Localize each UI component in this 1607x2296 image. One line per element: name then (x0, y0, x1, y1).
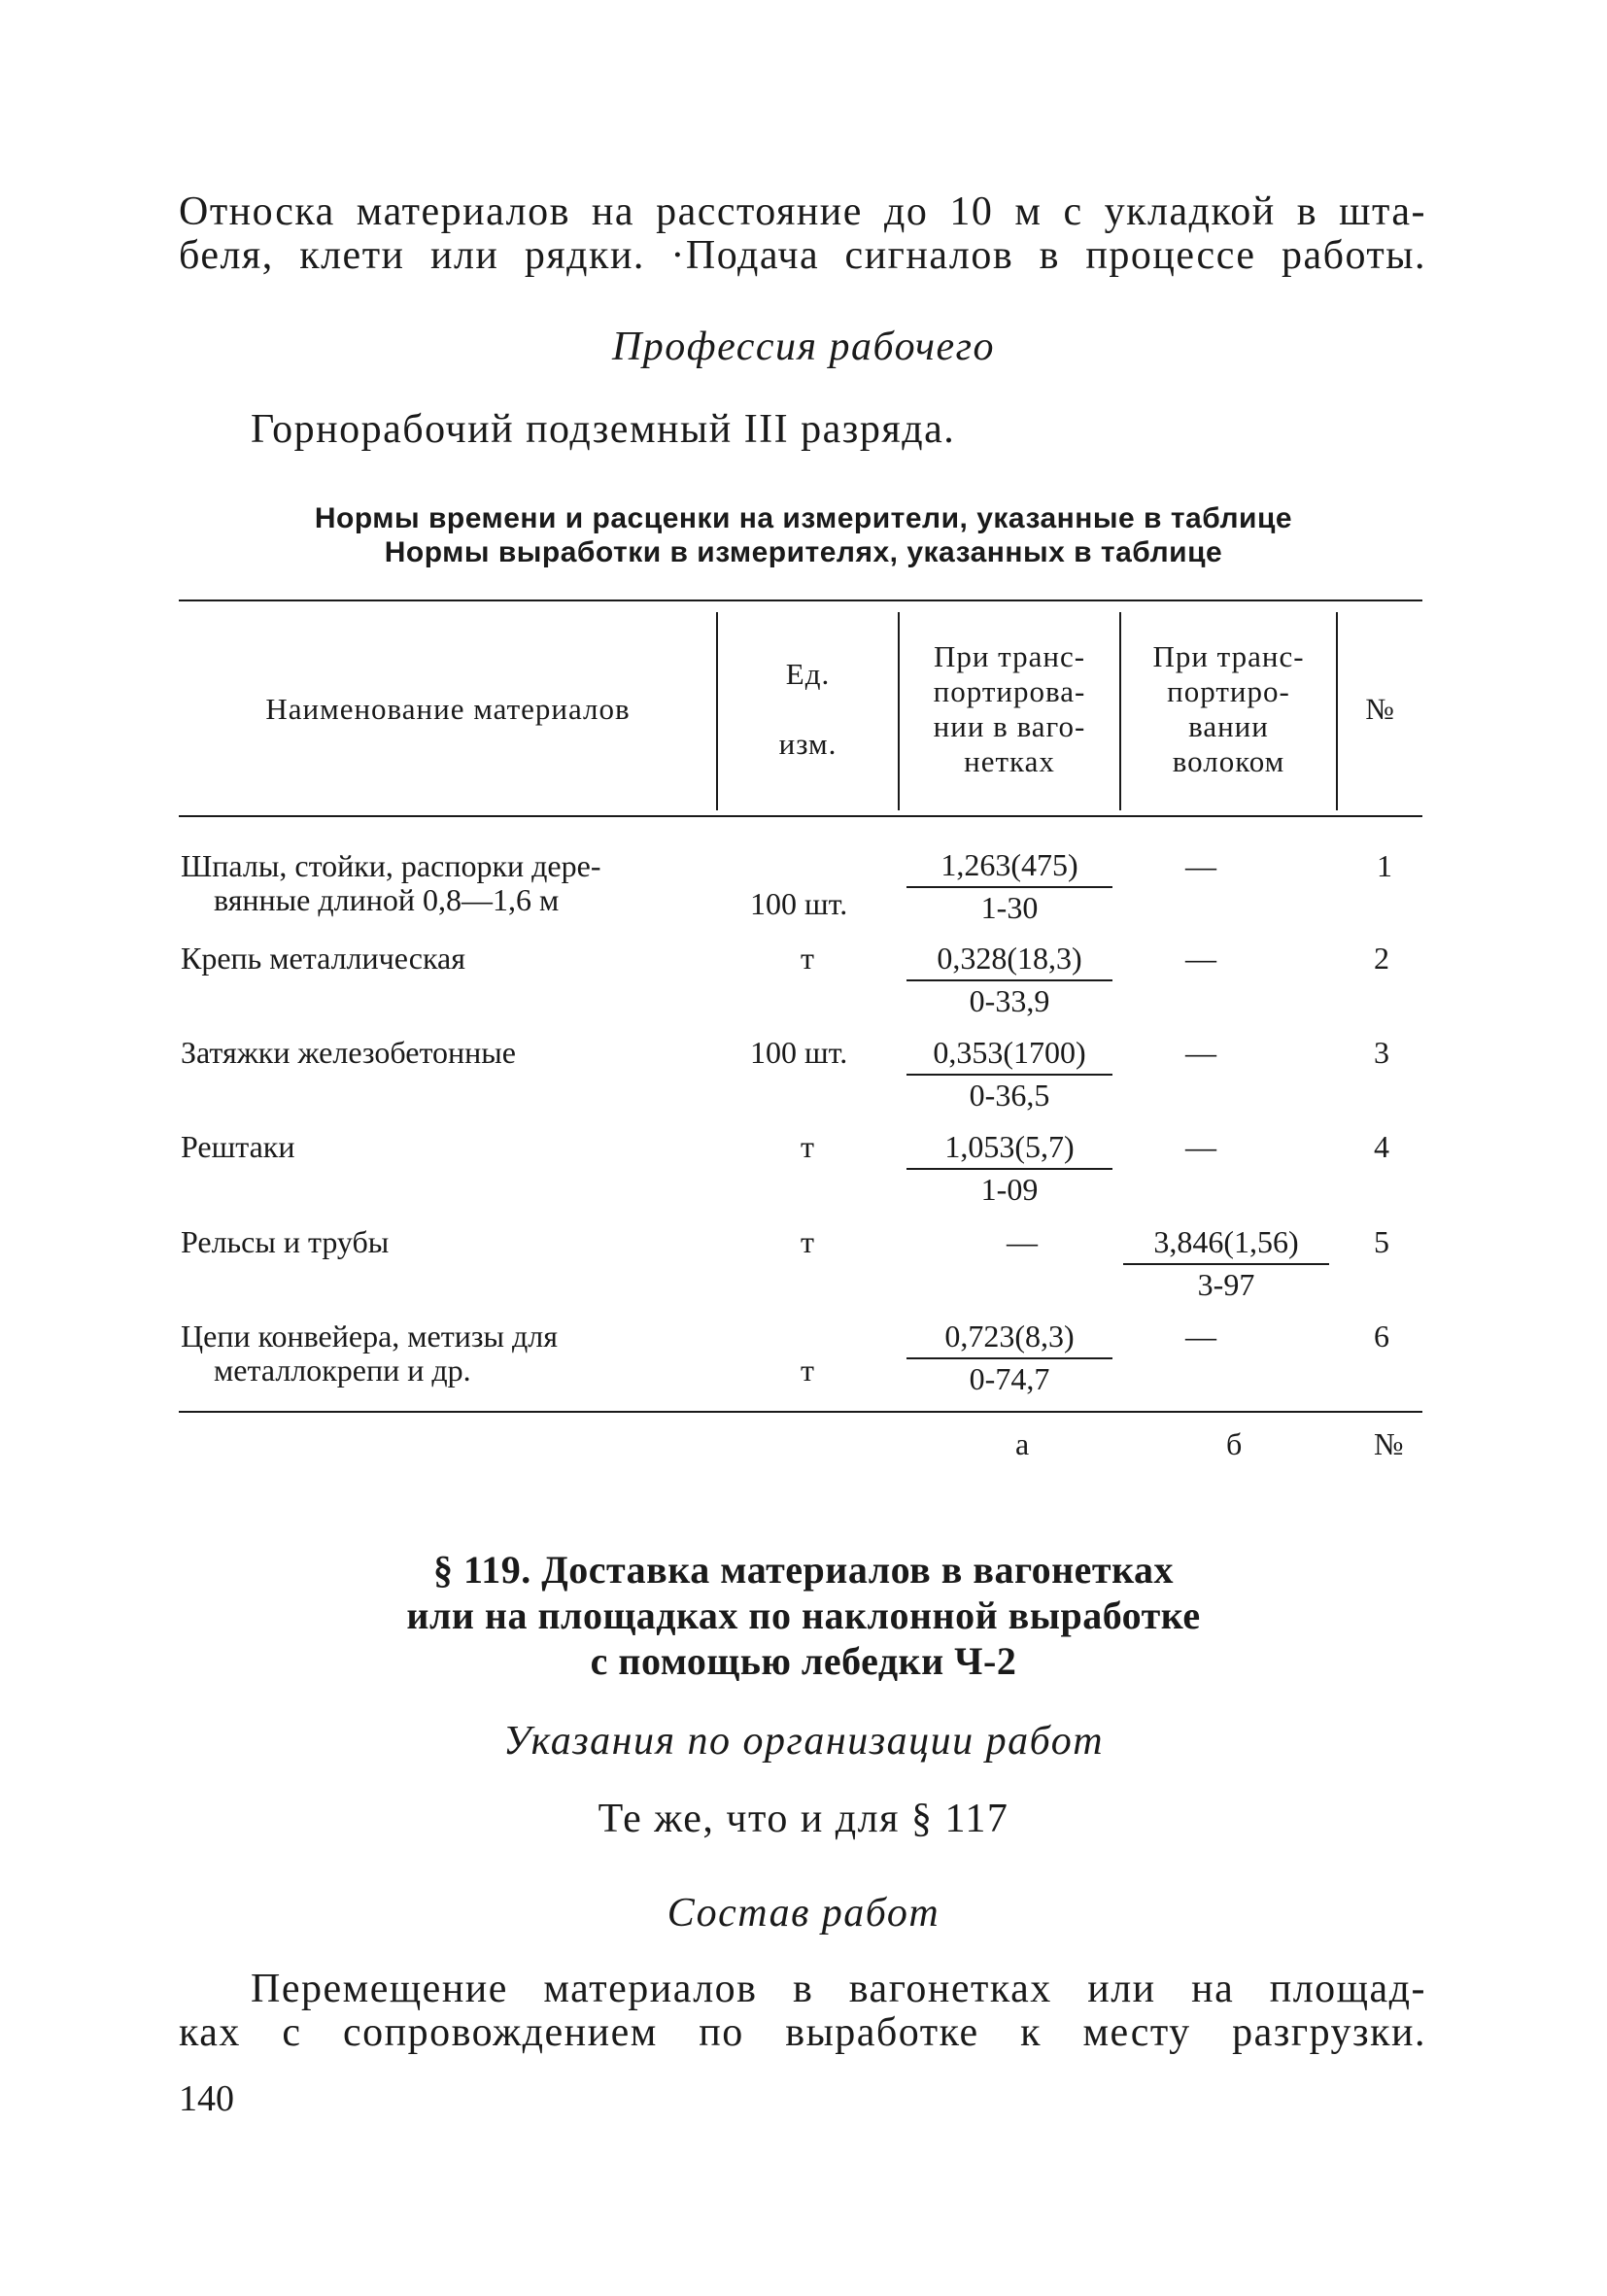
row-3-col-a (906, 1035, 1112, 1113)
row-1-col-a (906, 847, 1112, 925)
header-wagons-line: портирова- (933, 674, 1086, 708)
row-4-col-b: — (1185, 1129, 1216, 1164)
row-3-name: Затяжки железобетонные (181, 1035, 516, 1070)
row-3-col-b: — (1185, 1035, 1216, 1070)
page-number: 140 (179, 2078, 234, 2119)
row-6-name: Цепи конвейера, метизы для (181, 1319, 558, 1354)
footer-col-a: а (1015, 1426, 1030, 1461)
row-6-col-a (906, 1319, 1112, 1396)
instructions-heading: Указания по организации работ (502, 1719, 1105, 1764)
row-1-name-cont: вянные длиной 0,8—1,6 м (214, 882, 560, 917)
header-drag-line: волоком (1172, 744, 1285, 778)
row-6-number: 6 (1374, 1319, 1389, 1354)
row-4-number: 4 (1374, 1129, 1389, 1164)
profession-text: Горнорабочий подземный III разряда. (251, 407, 956, 452)
row-1-unit: 100 шт. (750, 886, 848, 921)
section-title-line-3: с помощью лебедки Ч-2 (590, 1639, 1017, 1683)
row-2-unit: т (801, 941, 814, 976)
table-bottom-rule (179, 1411, 1422, 1413)
row-2-name: Крепь металлическая (181, 941, 465, 976)
row-5-unit: т (801, 1224, 814, 1259)
header-drag-line: вании (1188, 709, 1269, 743)
row-3-col-a-rate: 0-36,5 (969, 1078, 1050, 1113)
table-header-rule (179, 815, 1422, 817)
footer-col-b: б (1226, 1426, 1243, 1461)
row-1-col-a-norm: 1,263(475) (906, 847, 1112, 888)
table-caption-line-1: Нормы времени и расценки на измерители, указанные в таблице (314, 502, 1293, 534)
row-3-number: 3 (1374, 1035, 1389, 1070)
row-2-col-a-norm: 0,328(18,3) (906, 941, 1112, 981)
table-top-rule (179, 600, 1422, 601)
header-number: № (1365, 692, 1395, 726)
row-3-col-a-norm: 0,353(1700) (906, 1035, 1112, 1076)
row-5-col-b-norm: 3,846(1,56) (1123, 1224, 1329, 1265)
intro-line-2: беля, клети или рядки. ·Подача сигналов в процессе работы. (179, 233, 1426, 278)
row-4-unit: т (801, 1129, 814, 1164)
row-6-col-a-norm: 0,723(8,3) (906, 1319, 1112, 1359)
intro-line-1: Относка материалов на расстояние до 10 м с укладкой в шта- (179, 189, 1426, 234)
row-4-col-a (906, 1129, 1112, 1207)
row-5-col-a: — (1007, 1224, 1038, 1259)
row-5-col-b-rate: 3-97 (1197, 1267, 1255, 1302)
header-unit-bottom: изм. (778, 727, 838, 761)
row-4-col-a-rate: 1-09 (980, 1172, 1039, 1207)
table-caption-line-2: Нормы выработки в измерителях, указанных в таблице (384, 536, 1223, 568)
row-3-unit: 100 шт. (750, 1035, 848, 1070)
row-1-name: Шпалы, стойки, распорки дере- (181, 848, 601, 883)
row-6-name-cont: металлокрепи и др. (214, 1353, 471, 1388)
work-heading: Состав работ (667, 1891, 940, 1936)
profession-heading: Профессия рабочего (611, 325, 996, 369)
row-1-col-b: — (1185, 848, 1216, 883)
row-5-name: Рельсы и трубы (181, 1224, 390, 1259)
header-unit-top: Ед. (785, 657, 831, 691)
column-divider (716, 612, 718, 810)
row-5-number: 5 (1374, 1224, 1389, 1259)
footer-number: № (1374, 1426, 1404, 1461)
header-drag-line: портиро- (1167, 674, 1290, 708)
row-2-number: 2 (1374, 941, 1389, 976)
instructions-text: Те же, что и для § 117 (598, 1797, 1009, 1841)
row-6-col-b: — (1185, 1319, 1216, 1354)
row-1-col-a-rate: 1-30 (980, 890, 1039, 925)
row-6-unit: т (801, 1353, 814, 1388)
row-5-col-b (1123, 1224, 1329, 1302)
row-2-col-a (906, 941, 1112, 1018)
header-wagons-line: При транс- (933, 639, 1086, 673)
row-2-col-b: — (1185, 941, 1216, 976)
header-material-name: Наименование материалов (265, 692, 631, 726)
work-line-2: ках с сопровождением по выработке к месту разгрузки. (179, 2010, 1426, 2055)
row-4-name: Рештаки (181, 1129, 295, 1164)
work-line-1: Перемещение материалов в вагонетках или на площад- (251, 1967, 1426, 2011)
header-drag-line: При транс- (1152, 639, 1305, 673)
header-wagons-line: нии в ваго- (933, 709, 1086, 743)
row-6-col-a-rate: 0-74,7 (969, 1361, 1050, 1396)
row-4-col-a-norm: 1,053(5,7) (906, 1129, 1112, 1170)
header-wagons-line: нетках (964, 744, 1055, 778)
row-1-number: 1 (1377, 848, 1392, 883)
section-title-line-2: или на площадках по наклонной выработке (406, 1593, 1201, 1637)
row-2-col-a-rate: 0-33,9 (969, 983, 1050, 1018)
section-title-line-1: § 119. Доставка материалов в вагонетках (432, 1548, 1175, 1592)
